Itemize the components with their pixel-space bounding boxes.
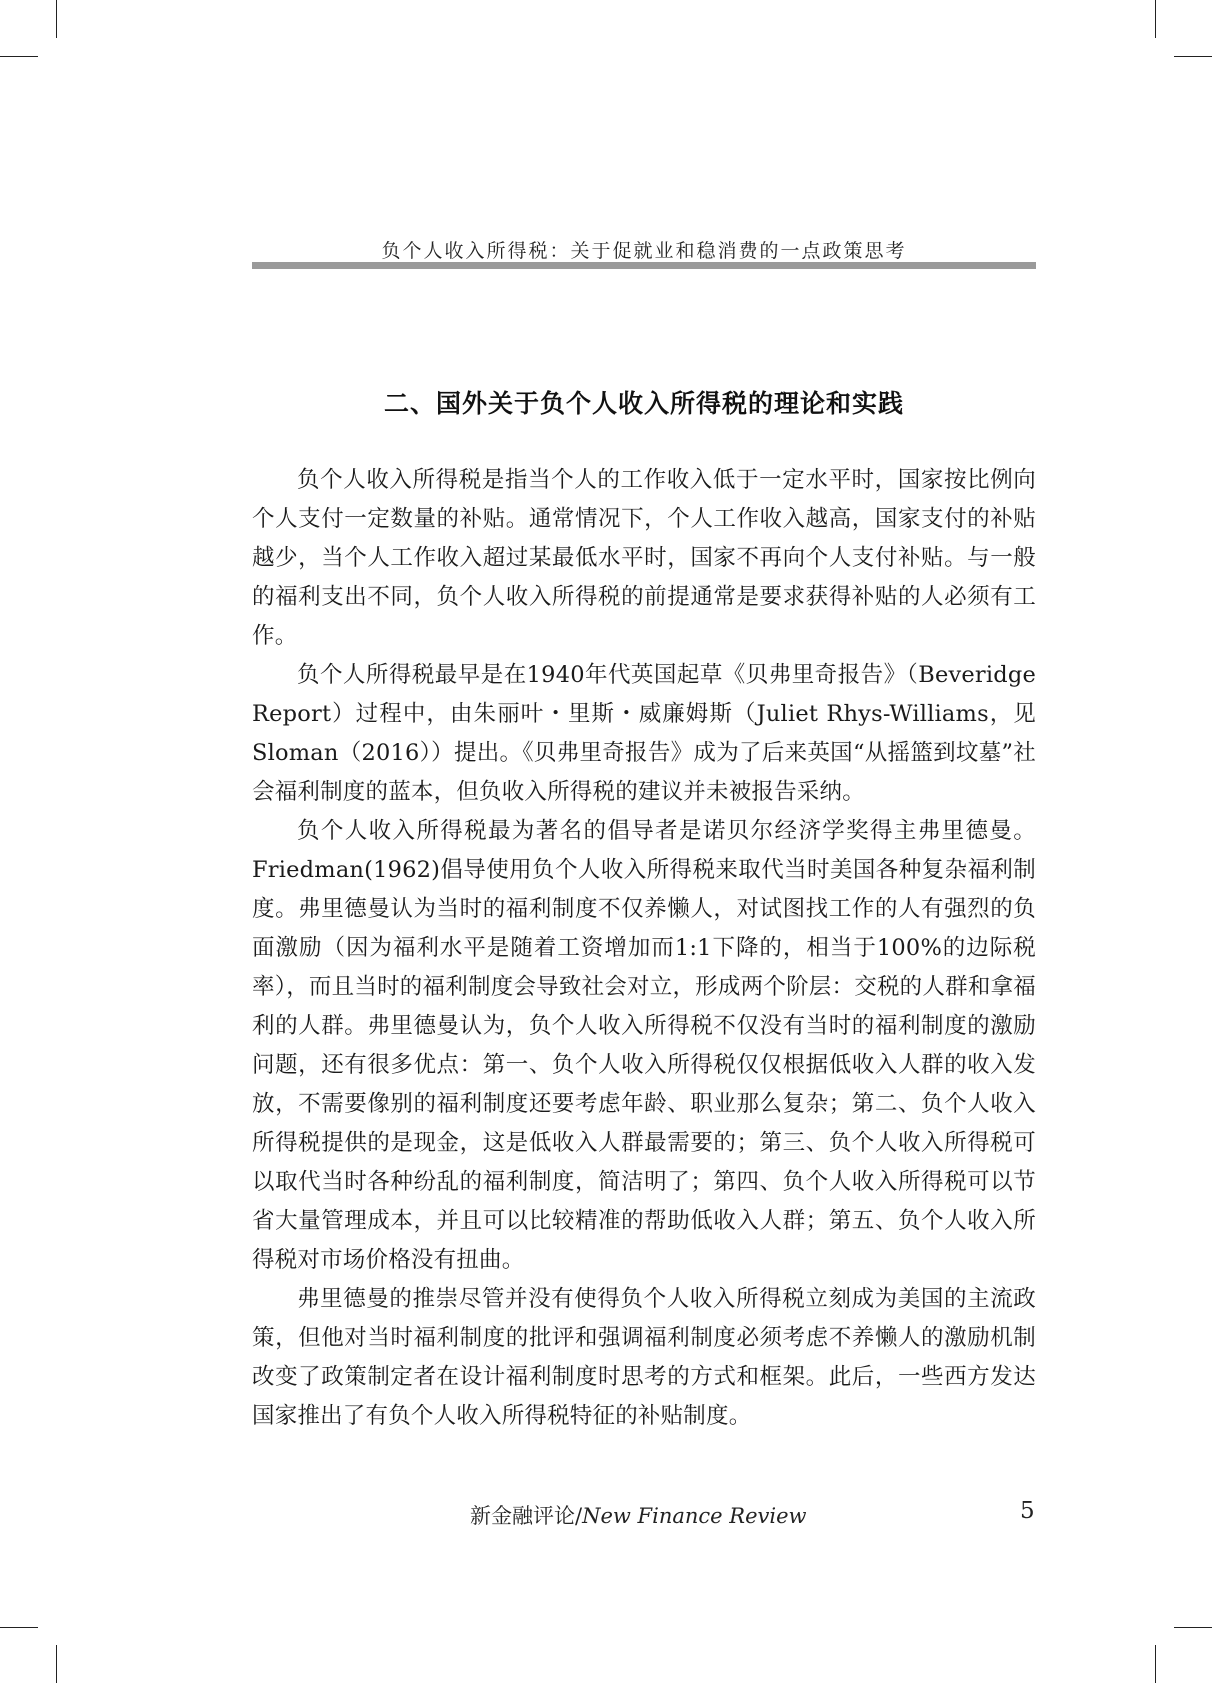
crop-mark-bottom-left — [0, 1627, 38, 1628]
journal-separator: / — [575, 1504, 583, 1528]
crop-mark-bottom-left — [56, 1645, 57, 1683]
paragraph: 弗里德曼的推崇尽管并没有使得负个人收入所得税立刻成为美国的主流政策，但他对当时福利制度的批评和强调福利制度必须考虑不养懒人的激励机制改变了政策制定者在设计福利制度时思考的方式和框架。此后，一些西方发达国家推出了有负个人收入所得税特征的补贴制度。 — [252, 1286, 1036, 1429]
body-text — [252, 461, 1036, 1436]
journal-name-cn: 新金融评论 — [470, 1504, 575, 1528]
running-header: 负个人收入所得税：关于促就业和稳消费的一点政策思考 — [381, 240, 907, 262]
crop-mark-bottom-right — [1155, 1645, 1156, 1683]
crop-mark-top-right — [1174, 56, 1212, 57]
crop-mark-top-left — [56, 0, 57, 38]
paragraph: 负个人所得税最早是在1940年代英国起草《贝弗里奇报告》（Beveridge Report）过程中，由朱丽叶・里斯・威廉姆斯（Juliet Rhys-Williams，见Sloman（2016））提出。《贝弗里奇报告》成为了后来英国“从摇篮到坟墓”社会福利制度的蓝本，但负收入所得税的建议并未被报告采纳。 — [252, 662, 1036, 805]
crop-mark-top-right — [1155, 0, 1156, 38]
page-number: 5 — [1020, 1498, 1035, 1524]
footer-journal — [470, 1500, 806, 1530]
paragraph: 负个人收入所得税是指当个人的工作收入低于一定水平时，国家按比例向个人支付一定数量的补贴。通常情况下，个人工作收入越高，国家支付的补贴越少，当个人工作收入超过某最低水平时，国家不再向个人支付补贴。与一般的福利支出不同，负个人收入所得税的前提通常是要求获得补贴的人必须有工作。 — [252, 467, 1036, 649]
crop-mark-bottom-right — [1174, 1627, 1212, 1628]
crop-mark-top-left — [0, 56, 38, 57]
header-rule — [252, 262, 1036, 269]
paragraph: 负个人收入所得税最为著名的倡导者是诺贝尔经济学奖得主弗里德曼。Friedman(1962)倡导使用负个人收入所得税来取代当时美国各种复杂福利制度。弗里德曼认为当时的福利制度不仅养懒人，对试图找工作的人有强烈的负面激励（因为福利水平是随着工资增加而1:1下降的，相当于100%的边际税率），而且当时的福利制度会导致社会对立，形成两个阶层：交税的人群和拿福利的人群。弗里德曼认为，负个人收入所得税不仅没有当时的福利制度的激励问题，还有很多优点：第一、负个人收入所得税仅仅根据低收入人群的收入发放，不需要像别的福利制度还要考虑年龄、职业那么复杂；第二、负个人收入所得税提供的是现金，这是低收入人群最需要的；第三、负个人收入所得税可以取代当时各种纷乱的福利制度，简洁明了；第四、负个人收入所得税可以节省大量管理成本，并且可以比较精准的帮助低收入人群；第五、负个人收入所得税对市场价格没有扭曲。 — [252, 818, 1036, 1273]
section-title: 二、国外关于负个人收入所得税的理论和实践 — [383, 389, 904, 418]
journal-name-en: New Finance Review — [582, 1504, 807, 1528]
